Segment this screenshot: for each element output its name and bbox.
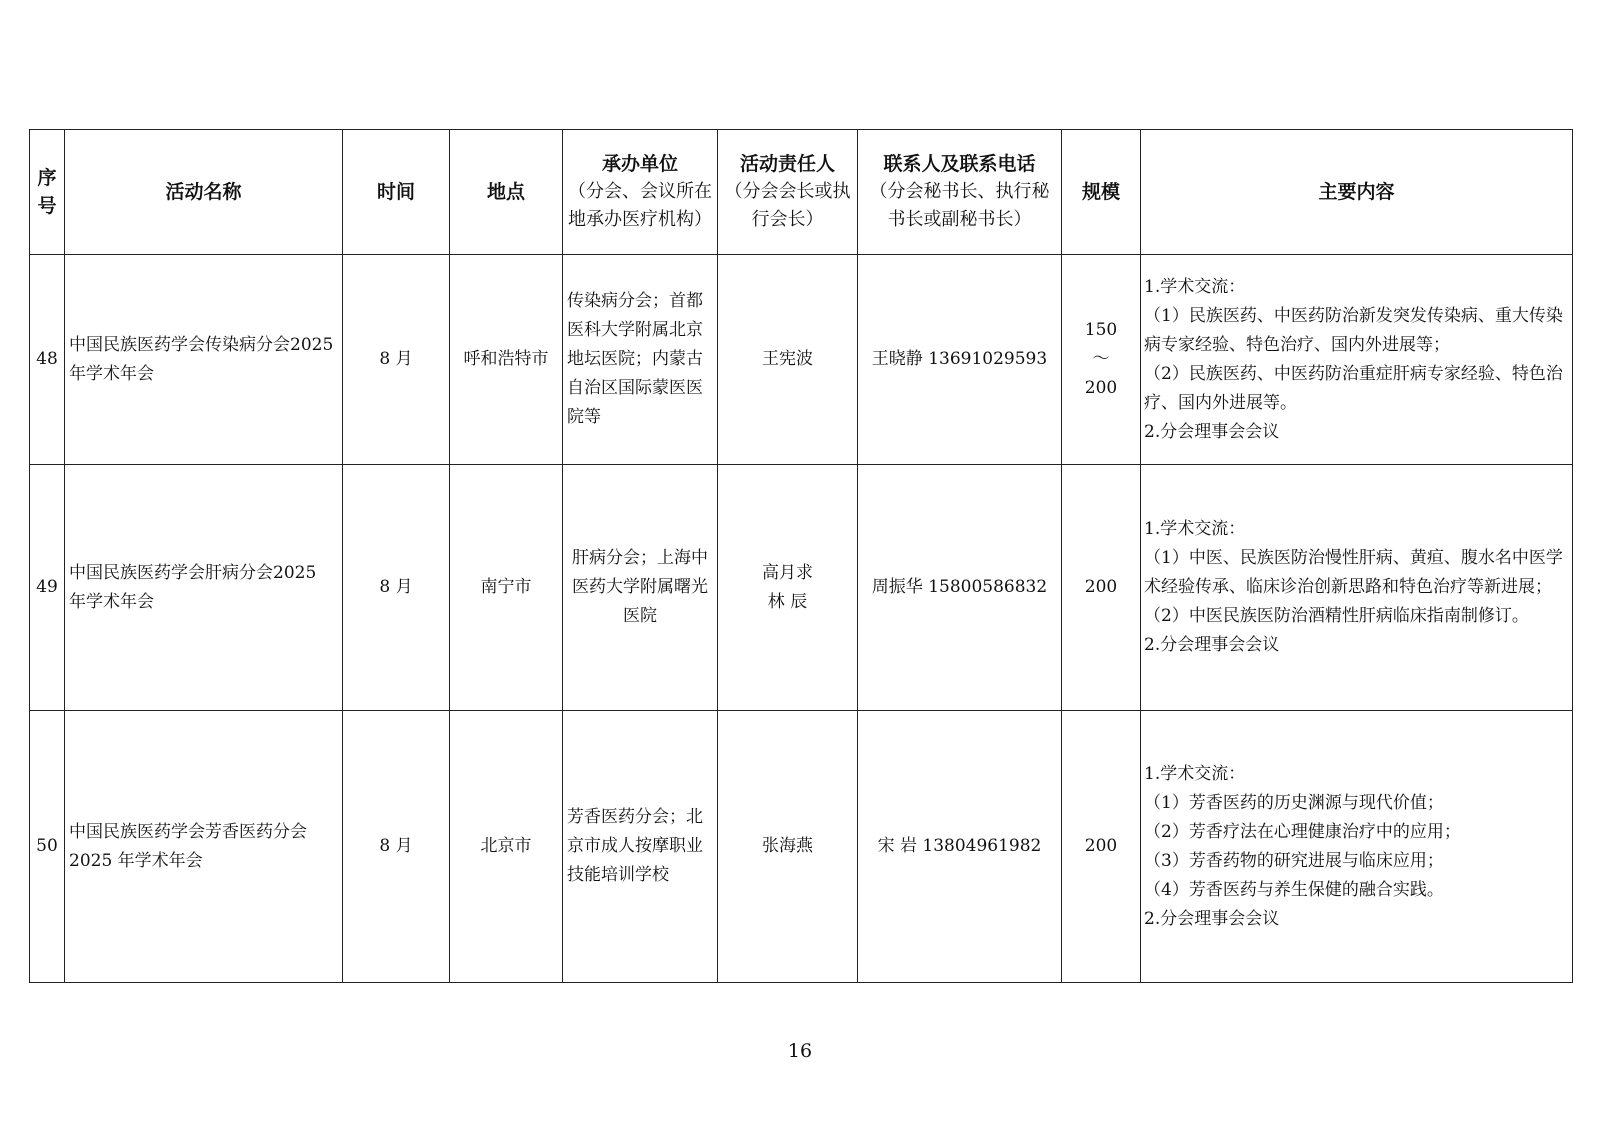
row-seq: 49 [30, 465, 65, 711]
row-content [1141, 255, 1573, 465]
content-line: （2）民族医药、中医药防治重症肝病专家经验、特色治疗、国内外进展等。 [1144, 363, 1563, 413]
row-seq: 48 [30, 255, 65, 465]
header-lead-sub: （分会会长或执行会长） [724, 181, 851, 230]
header-seq: 序号 [30, 130, 65, 255]
content-line: 1.学术交流： [1144, 763, 1246, 784]
table-row [30, 465, 1573, 711]
row-scale-1: 200 [1084, 577, 1118, 597]
row-contact: 宋 岩 13804961982 [858, 711, 1062, 983]
content-line: 2.分会理事会会议 [1144, 908, 1280, 929]
row-host: 传染病分会；首都医科大学附属北京地坛医院；内蒙古自治区国际蒙医医院等 [563, 255, 718, 465]
content-line: （1）民族医药、中医药防治新发突发传染病、重大传染病专家经验、特色治疗、国内外进展等； [1144, 305, 1563, 355]
content-line: 2.分会理事会会议 [1144, 635, 1280, 655]
header-row [30, 130, 1573, 255]
row-scale [1062, 465, 1141, 711]
row-time: 8 月 [343, 465, 450, 711]
row-content [1141, 465, 1573, 711]
row-content [1141, 711, 1573, 983]
content-line: （3）芳香药物的研究进展与临床应用； [1144, 850, 1444, 871]
row-time: 8 月 [343, 255, 450, 465]
table-row [30, 711, 1573, 983]
row-lead-1: 王宪波 [762, 349, 813, 369]
row-contact: 周振华 15800586832 [858, 465, 1062, 711]
content-line: （1）中医、民族医防治慢性肝病、黄疸、腹水名中医学术经验传承、临床诊治创新思路和特色治疗等新进展； [1144, 548, 1563, 597]
row-scale [1062, 711, 1141, 983]
row-scale-1: 150 [1084, 320, 1118, 340]
header-contact [858, 130, 1062, 255]
row-time: 8 月 [343, 711, 450, 983]
row-host: 芳香医药分会；北京市成人按摩职业技能培训学校 [563, 711, 718, 983]
row-contact: 王晓静 13691029593 [858, 255, 1062, 465]
row-place: 南宁市 [450, 465, 563, 711]
row-seq: 50 [30, 711, 65, 983]
content-line: （1）芳香医药的历史渊源与现代价值； [1144, 792, 1444, 813]
header-scale: 规模 [1062, 130, 1141, 255]
row-host: 肝病分会；上海中医药大学附属曙光医院 [563, 465, 718, 711]
header-contact-sub: （分会秘书长、执行秘书长或副秘书长） [869, 181, 1050, 230]
page-number: 16 [787, 1040, 813, 1062]
row-lead [718, 465, 858, 711]
row-activity-name: 中国民族医药学会传染病分会2025 年学术年会 [65, 255, 343, 465]
row-lead-1: 张海燕 [762, 836, 813, 856]
row-lead-1: 高月求 [762, 562, 813, 583]
header-time: 时间 [343, 130, 450, 255]
row-lead-2: 林 辰 [767, 591, 808, 612]
row-scale [1062, 255, 1141, 465]
row-place: 北京市 [450, 711, 563, 983]
header-lead-main: 活动责任人 [739, 153, 835, 175]
header-place: 地点 [450, 130, 563, 255]
content-line: （2）芳香疗法在心理健康治疗中的应用； [1144, 821, 1461, 842]
header-host [563, 130, 718, 255]
header-content: 主要内容 [1141, 130, 1573, 255]
row-lead [718, 711, 858, 983]
header-host-sub: （分会、会议所在地承办医疗机构） [568, 181, 712, 230]
row-scale-3: 200 [1084, 378, 1118, 398]
row-scale-1: 200 [1084, 836, 1118, 856]
activity-table [29, 129, 1573, 983]
content-line: 1.学术交流： [1144, 276, 1246, 297]
content-line: （4）芳香医药与养生保健的融合实践。 [1144, 879, 1444, 900]
row-place: 呼和浩特市 [450, 255, 563, 465]
row-scale-2: ～ [1092, 349, 1110, 369]
content-line: （2）中医民族医防治酒精性肝病临床指南制修订。 [1144, 606, 1529, 626]
row-lead [718, 255, 858, 465]
row-activity-name: 中国民族医药学会芳香医药分会 2025 年学术年会 [65, 711, 343, 983]
row-activity-name: 中国民族医药学会肝病分会2025 年学术年会 [65, 465, 343, 711]
header-lead [718, 130, 858, 255]
table-row [30, 255, 1573, 465]
header-contact-main: 联系人及联系电话 [883, 153, 1036, 175]
header-name: 活动名称 [65, 130, 343, 255]
header-host-main: 承办单位 [601, 153, 678, 175]
content-line: 1.学术交流： [1144, 519, 1246, 539]
content-line: 2.分会理事会会议 [1144, 421, 1280, 442]
